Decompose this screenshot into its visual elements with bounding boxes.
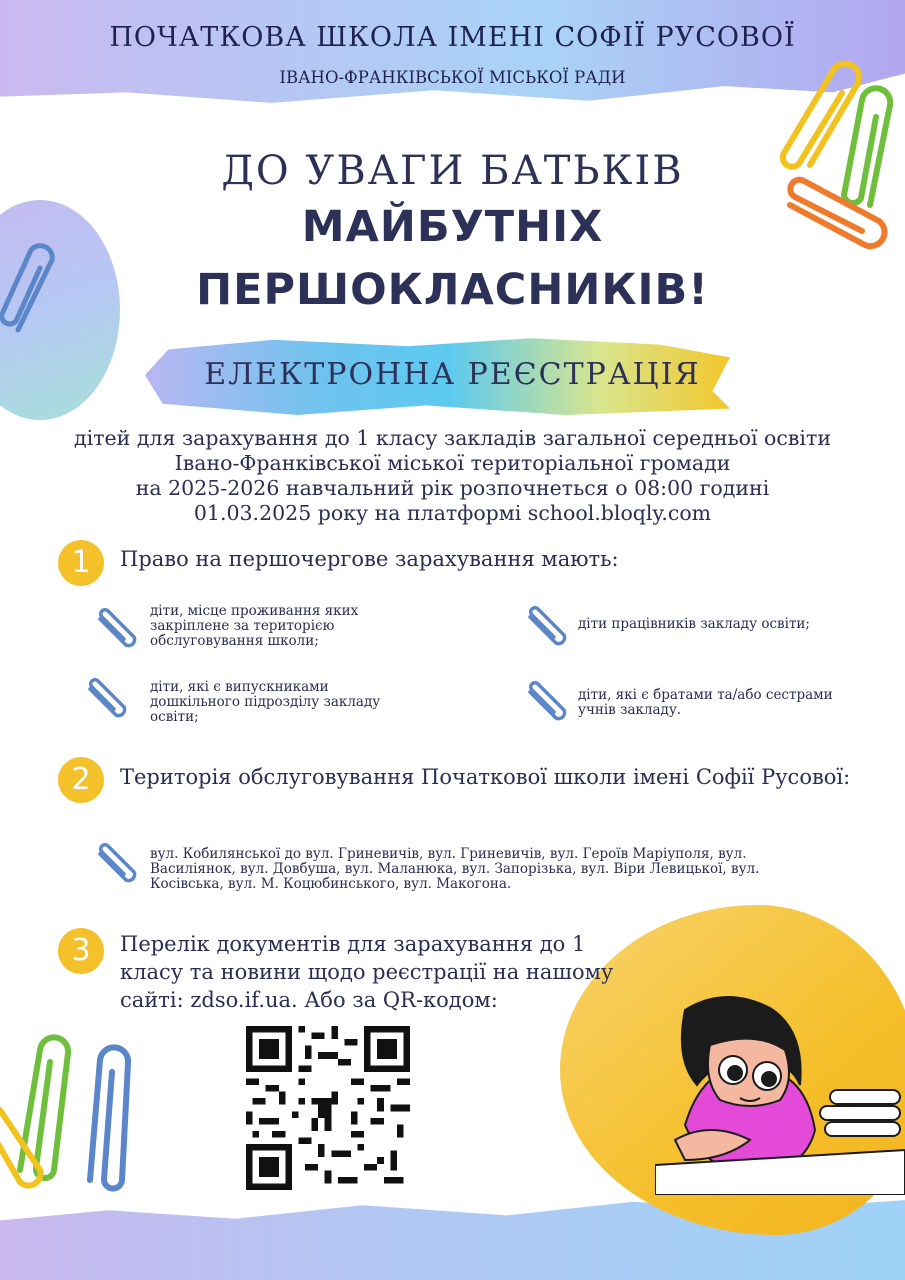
priority-item: діти, які є братами та/або сестрами учнів закладу. [578,687,833,718]
headline-line-2: МАЙБУТНІХ [301,202,604,252]
paperclip-bullet-icon [90,840,138,888]
priority-item: діти, які є випускниками дошкільного підрозділу закладу освіти; [150,679,381,725]
registration-intro [0,426,905,526]
headline-line-1: ДО УВАГИ БАТЬКІВ [221,148,684,194]
council-name: ІВАНО-ФРАНКІВСЬКОЇ МІСЬКОЇ РАДИ [279,68,626,87]
section-3-title [120,930,640,1014]
paperclip-bullet-icon [90,605,138,653]
intro-line: на 2025-2026 навчальний рік розпочнеться о 08:00 годині [135,476,770,500]
intro-line: дітей для зарахування до 1 класу закладів загальної середньої освіти [74,426,831,450]
section-3-title-line: Перелік документів для зарахування до 1 [120,932,586,956]
section-2-title: Територія обслуговування Початкової школи імені Софії Русової: [120,765,851,789]
priority-item: діти, місце проживання яких закріплене за територією обслуговування школи; [150,603,359,649]
paperclips-bottom-left-icon [0,1020,170,1210]
section-1-title: Право на першочергове зарахування мають: [120,547,619,571]
headline-line-3: ПЕРШОКЛАСНИКІВ! [196,265,709,315]
service-streets: вул. Кобилянської до вул. Гриневичів, вул. Гриневичів, вул. Героїв Маріуполя, вул. Василіянок, вул. Довбуша, вул. Маланюка, вул. Запорізька, вул. Віри Левицької, вул. Косівська, вул. М. Коцюбинського, вул. Макогона. [150,846,760,892]
paperclip-bullet-icon [80,675,128,723]
paperclip-bullet-icon [520,678,568,726]
intro-line: Івано-Франківської міської територіальної громади [174,451,731,475]
section-3-title-line: класу та новини щодо реєстрації на нашому [120,960,614,984]
registration-title: ЕЛЕКТРОННА РЕЄСТРАЦІЯ [204,357,701,392]
qr-code[interactable] [246,1026,410,1190]
section-1-number-badge: 1 [58,540,104,586]
section-2-number-badge: 2 [58,757,104,803]
section-3-number-badge: 3 [58,928,104,974]
priority-item: діти працівників закладу освіти; [578,616,810,632]
intro-line: 01.03.2025 року на платформі school.bloqly.com [193,501,712,525]
section-3-title-line: сайті: zdso.if.ua. Або за QR-кодом: [120,988,498,1012]
school-name: ПОЧАТКОВА ШКОЛА ІМЕНІ СОФІЇ РУСОВОЇ [109,22,796,53]
child-illustration [655,990,905,1195]
paperclip-bullet-icon [520,603,568,651]
